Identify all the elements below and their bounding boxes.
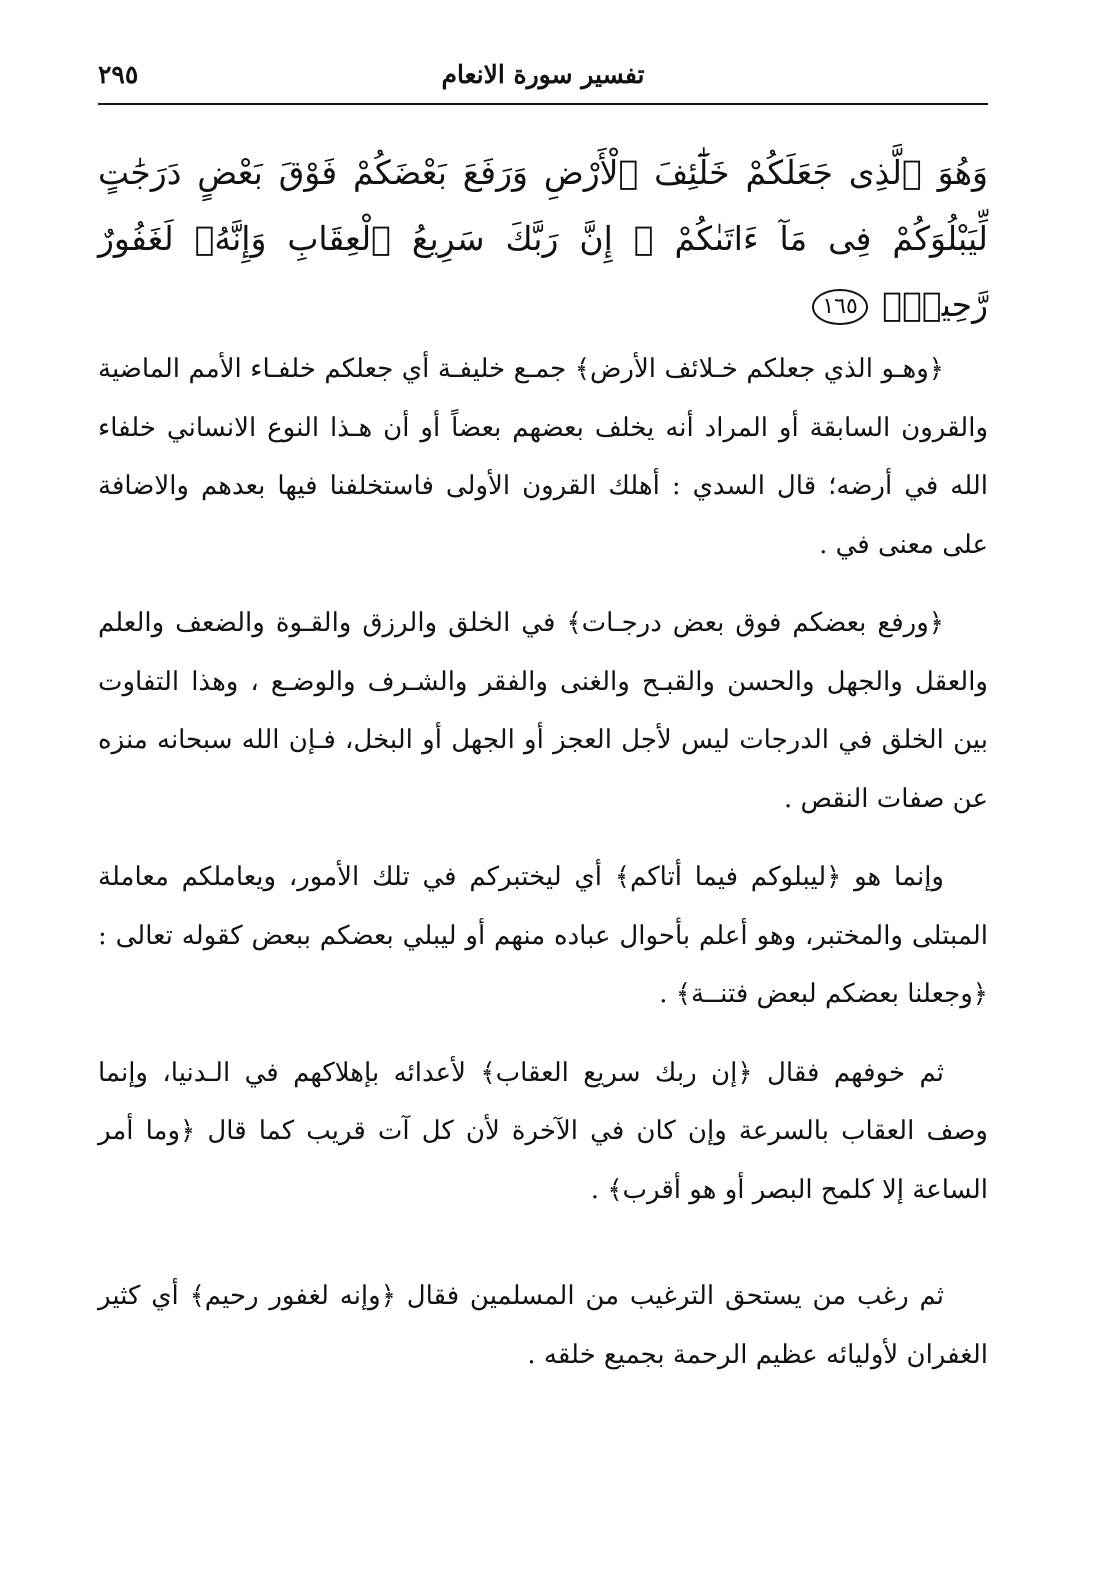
running-title: تفسير سورة الانعام — [441, 60, 645, 89]
page-header — [98, 52, 988, 100]
commentary-body — [98, 340, 988, 1404]
page-number: ٢٩٥ — [98, 60, 139, 89]
commentary-paragraph-3: وإنما هو ﴿ليبلوكم فيما أتاكم﴾ أي ليختبركم في تلك الأمور، ويعاملكم معاملة المبتلى والمختبر، وهو أعلم بأحوال عباده منهم أو ليبلي بعضكم ببعض كقوله تعالى : ﴿وجعلنا بعضكم لبعض فتنــة﴾ . — [98, 862, 988, 1009]
commentary-paragraph-2: ﴿ورفع بعضكم فوق بعض درجـات﴾ في الخلق والرزق والقـوة والضعف والعلم والعقل والجهل والحسن والقبـح والغنى والفقر والشـرف والوضـع ، وهذا التفاوت بين الخلق في الدرجات ليس لأجل العجز أو الجهل أو البخل، فـإن الله سبحانه منزه عن صفات النقص . — [98, 608, 988, 814]
commentary-paragraph-4: ثم خوفهم فقال ﴿إن ربك سريع العقاب﴾ لأعدائه بإهلاكهم في الـدنيا، وإنما وصف العقاب بالسرعة وإن كان في الآخرة لأن كل آت قريب كما قال ﴿وما أمر الساعة إلا كلمح البصر أو هو أقرب﴾ . — [98, 1057, 988, 1205]
commentary-paragraph-1: ﴿وهـو الذي جعلكم خـلائف الأرض﴾ جمـع خليفـة أي جعلكم خلفـاء الأمم الماضية والقرون السابقة أو المراد أنه يخلف بعضهم بعضاً أو أن هـذا النوع الانساني خلفاء الله في أرضه؛ قال السدي : أهلك القرون الأولى فاستخلفنا فيها بعدهم والاضافة على معنى في . — [98, 354, 988, 560]
verse-number-marker: ١٦٥ — [812, 289, 867, 325]
quran-verse — [98, 140, 988, 338]
commentary-paragraph-5: ثم رغب من يستحق الترغيب من المسلمين فقال ﴿وإنه لغفور رحيم﴾ أي كثير الغفران لأوليائه عظيم الرحمة بجميع خلقه . — [98, 1281, 988, 1370]
verse-text: وَهُوَ ٱلَّذِى جَعَلَكُمْ خَلَٰٓئِفَ ٱلْأَرْضِ وَرَفَعَ بَعْضَكُمْ فَوْقَ بَعْضٍ دَرَجَٰتٍ لِّيَبْلُوَكُمْ فِى مَآ ءَاتَىٰكُمْ ۗ إِنَّ رَبَّكَ سَرِيعُ ٱلْعِقَابِ وَإِنَّهُۥ لَغَفُورٌ رَّحِيمٌۢ — [98, 153, 988, 324]
header-divider — [98, 103, 988, 105]
